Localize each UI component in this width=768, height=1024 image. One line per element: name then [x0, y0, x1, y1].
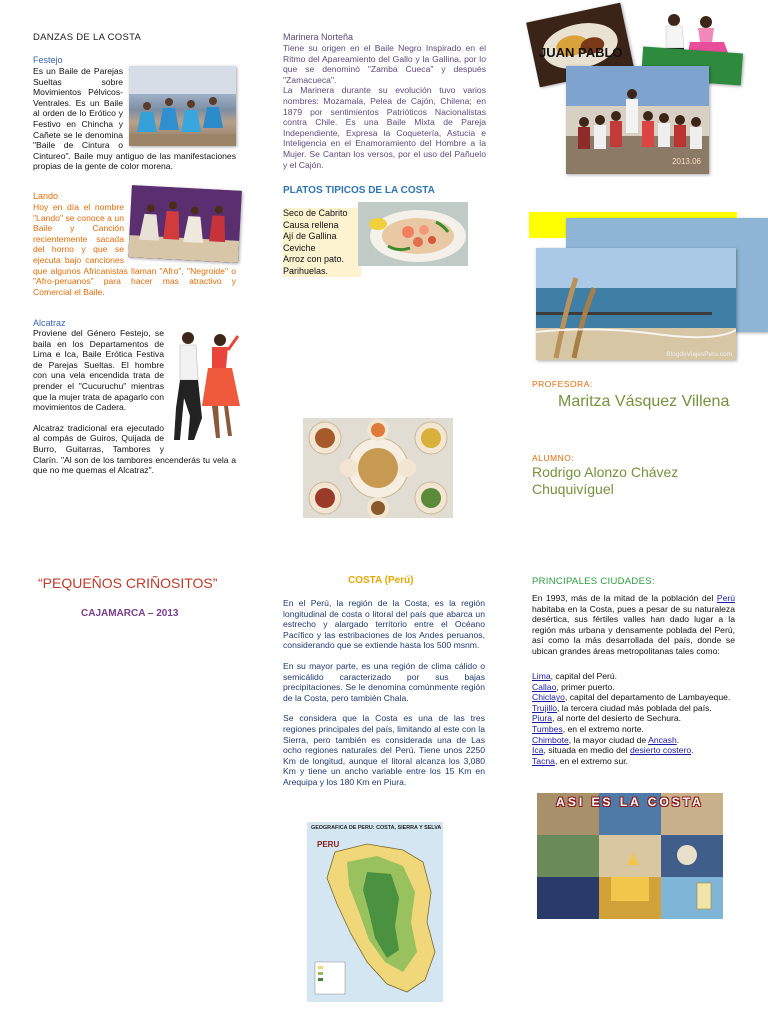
city-link[interactable]: Chiclayo: [532, 692, 565, 703]
city-link[interactable]: Lima: [532, 671, 551, 681]
city-item: Tumbes, en el extremo norte.: [532, 723, 644, 734]
city-item: Trujillo, la tercera ciudad más poblada del país.: [532, 702, 712, 713]
dish-item: Ceviche: [283, 243, 361, 255]
city-link[interactable]: Chimbote: [532, 734, 569, 745]
asi-es-la-costa-collage: [537, 793, 723, 919]
city-link[interactable]: Piura: [532, 713, 553, 724]
city-link[interactable]: desierto costero: [629, 745, 692, 756]
collage-label: JUAN PABLO: [539, 45, 623, 60]
dances-heading: DANZAS DE LA COSTA: [33, 32, 142, 43]
platos-title: PLATOS TIPICOS DE LA COSTA: [283, 185, 435, 196]
city-link[interactable]: Ica: [532, 745, 544, 756]
alumno-name: Rodrigo Alonzo Chávez Chuquivíguel: [532, 464, 679, 497]
dish-item: Arroz con pato.: [283, 254, 361, 266]
cover-subtitle: CAJAMARCA – 2013: [81, 608, 179, 619]
alcatraz-dancers-photo: [168, 328, 240, 446]
map-country-label: PERU: [317, 840, 340, 849]
alumno-label: ALUMNO:: [532, 453, 575, 463]
photo-date-stamp: 2013.06: [672, 157, 701, 166]
cover-title: “PEQUEÑOS CRIÑOSITOS”: [38, 575, 218, 591]
lando-text: Hoy en día el nombre "Lando" se conoce a un Baile y Canción recientemente sacada del horno y que se ejecuta bajo canciones que algunos Africanistas llaman "Afro", "Negroide" o "Afro-peruanos" para hacer mas atractivo y Comercial el Baile.: [33, 202, 236, 297]
cities-list: [532, 671, 737, 766]
dish-item: Ají de Gallina: [283, 231, 361, 243]
city-link[interactable]: Tumbes: [532, 723, 563, 734]
ceviche-photo: [358, 202, 468, 266]
ciudades-intro: En 1993, más de la mitad de la población del Perú habitaba en la Costa, pues a pesar de su naturaleza desértica, sus fértiles valles han dado lugar a la región más urbana y densamente poblada del Perú, así como la más desarrollada del país, donde se ubican grandes áreas metropolitanas tales como:: [532, 593, 735, 656]
peru-map: [307, 822, 443, 1002]
lando-dancers-photo: [128, 185, 242, 263]
collage-banner: ASI ES LA COSTA: [556, 795, 704, 809]
alcatraz-text: Proviene del Género Festejo, se baila en los Departamentos de Lima e Ica, Baile Erótica Festiva de Parejas Sueltas. El hombre con una vela encendida trata de prender el "Cucuruchu" mientras que la mujer trata de apagarlo con movimientos de Cadera. Alcatraz tradicional era ejecutado al compás de Guiros, Quijada de Burro, Guitarras, Tambores y Clarín. "Al son de los tambores encenderás tu vela a que no me quemas el Alcatraz".: [33, 328, 236, 476]
alcatraz-title: Alcatraz: [33, 318, 66, 328]
city-item: Callao, primer puerto.: [532, 681, 615, 692]
city-item: Ica, situada en medio del desierto costero.: [532, 745, 694, 756]
costa-text: En el Perú, la región de la Costa, es la región longitudinal de costa o litoral del país que abarca un estrecho y alargado territorio entre el Océano Pacífico y las estribaciones de los Andes peruanos, considerando que se extiende hasta los 500 msnm. En su mayor parte, es una región de clima cálido o semicálido caracterizado por sus bajas precipitaciones. Se le denomina comúnmente región de la Costa, pero también Chala. Se considera que la Costa es una de las tres regiones principales del país, limitando al este con la Sierra, pero también es considerada una de Las ocho regiones naturales del Perú. Tiene unos 2250 Km de longitud, aunque el litoral alcanza los 3,080 Km y tiene un ancho variable entre los 15 Km en Arequipa y los 180 Km en Piura.: [283, 598, 485, 787]
festejo-title: Festejo: [33, 55, 63, 65]
dishes-collage-photo: [303, 418, 453, 518]
city-item: Tacna, en el extremo sur.: [532, 755, 629, 766]
festejo-dancers-photo: [129, 66, 236, 146]
map-title: GEOGRAFICA DE PERU: COSTA, SIERRA Y SELVA: [311, 825, 442, 831]
city-link[interactable]: Ancash: [648, 734, 677, 745]
city-item: Chimbote, la mayor ciudad de Ancash.: [532, 734, 680, 745]
peru-link[interactable]: Perú: [716, 593, 735, 603]
dish-item: Causa rellena: [283, 220, 361, 232]
city-link[interactable]: Tacna: [532, 755, 555, 766]
city-item: Chiclayo, capital del departamento de Lambayeque.: [532, 692, 731, 703]
city-item: Lima, capital del Perú.: [532, 671, 618, 681]
costa-title: COSTA (Perú): [348, 575, 414, 586]
profesora-label: PROFESORA:: [532, 379, 593, 389]
marinera-text: Tiene su origen en el Baile Negro Inspirado en el Ritmo del Apareamiento del Gallo y la Gallina, por lo que se denominó "Zamba Cueca" y después "Zamacueca". La Marinera durante su evolución tuvo varios nombres: Mozamala, Pelea de Cajón, Chilena; en 1879 por sentimientos Patrióticos Nacionalistas contra Chile. Es una Baile Mixta de Pareja Independiente, Expresa la Coquetería, Astucia e Inteligencia en el Enamoramiento del Hombre a la Mujer. Se Cantan los versos, por el uso del Pañuelo y el Cajón.: [283, 43, 486, 170]
city-link[interactable]: Callao: [532, 681, 557, 692]
lando-title: Lando: [33, 191, 59, 201]
platos-list: [283, 208, 361, 277]
beach-pier-photo: [536, 248, 736, 360]
marinera-title: Marinera Norteña: [283, 32, 354, 42]
profesora-name: Maritza Vásquez Villena: [558, 393, 730, 410]
children-group-photo: [566, 66, 709, 174]
photo-watermark: BlogdeViajesPeru.com: [666, 351, 732, 358]
festejo-text: Es un Baile de Parejas Sueltas sobre Movimientos Pélvicos-Ventrales. Es un Baile al orden de lo Erótico y Festivo en Chincha y Cañete se le denomina "Baile de Cintura o Cintureo". Baile muy antiguo de las manifestaciones propias de la gente de color morena.: [33, 66, 236, 172]
dish-item: Seco de Cabrito: [283, 208, 361, 220]
ciudades-title: PRINCIPALES CIUDADES:: [532, 576, 655, 587]
dish-item: Parihuelas.: [283, 266, 361, 278]
city-link[interactable]: Trujillo: [532, 702, 557, 713]
city-item: Piura, al norte del desierto de Sechura.: [532, 713, 682, 724]
